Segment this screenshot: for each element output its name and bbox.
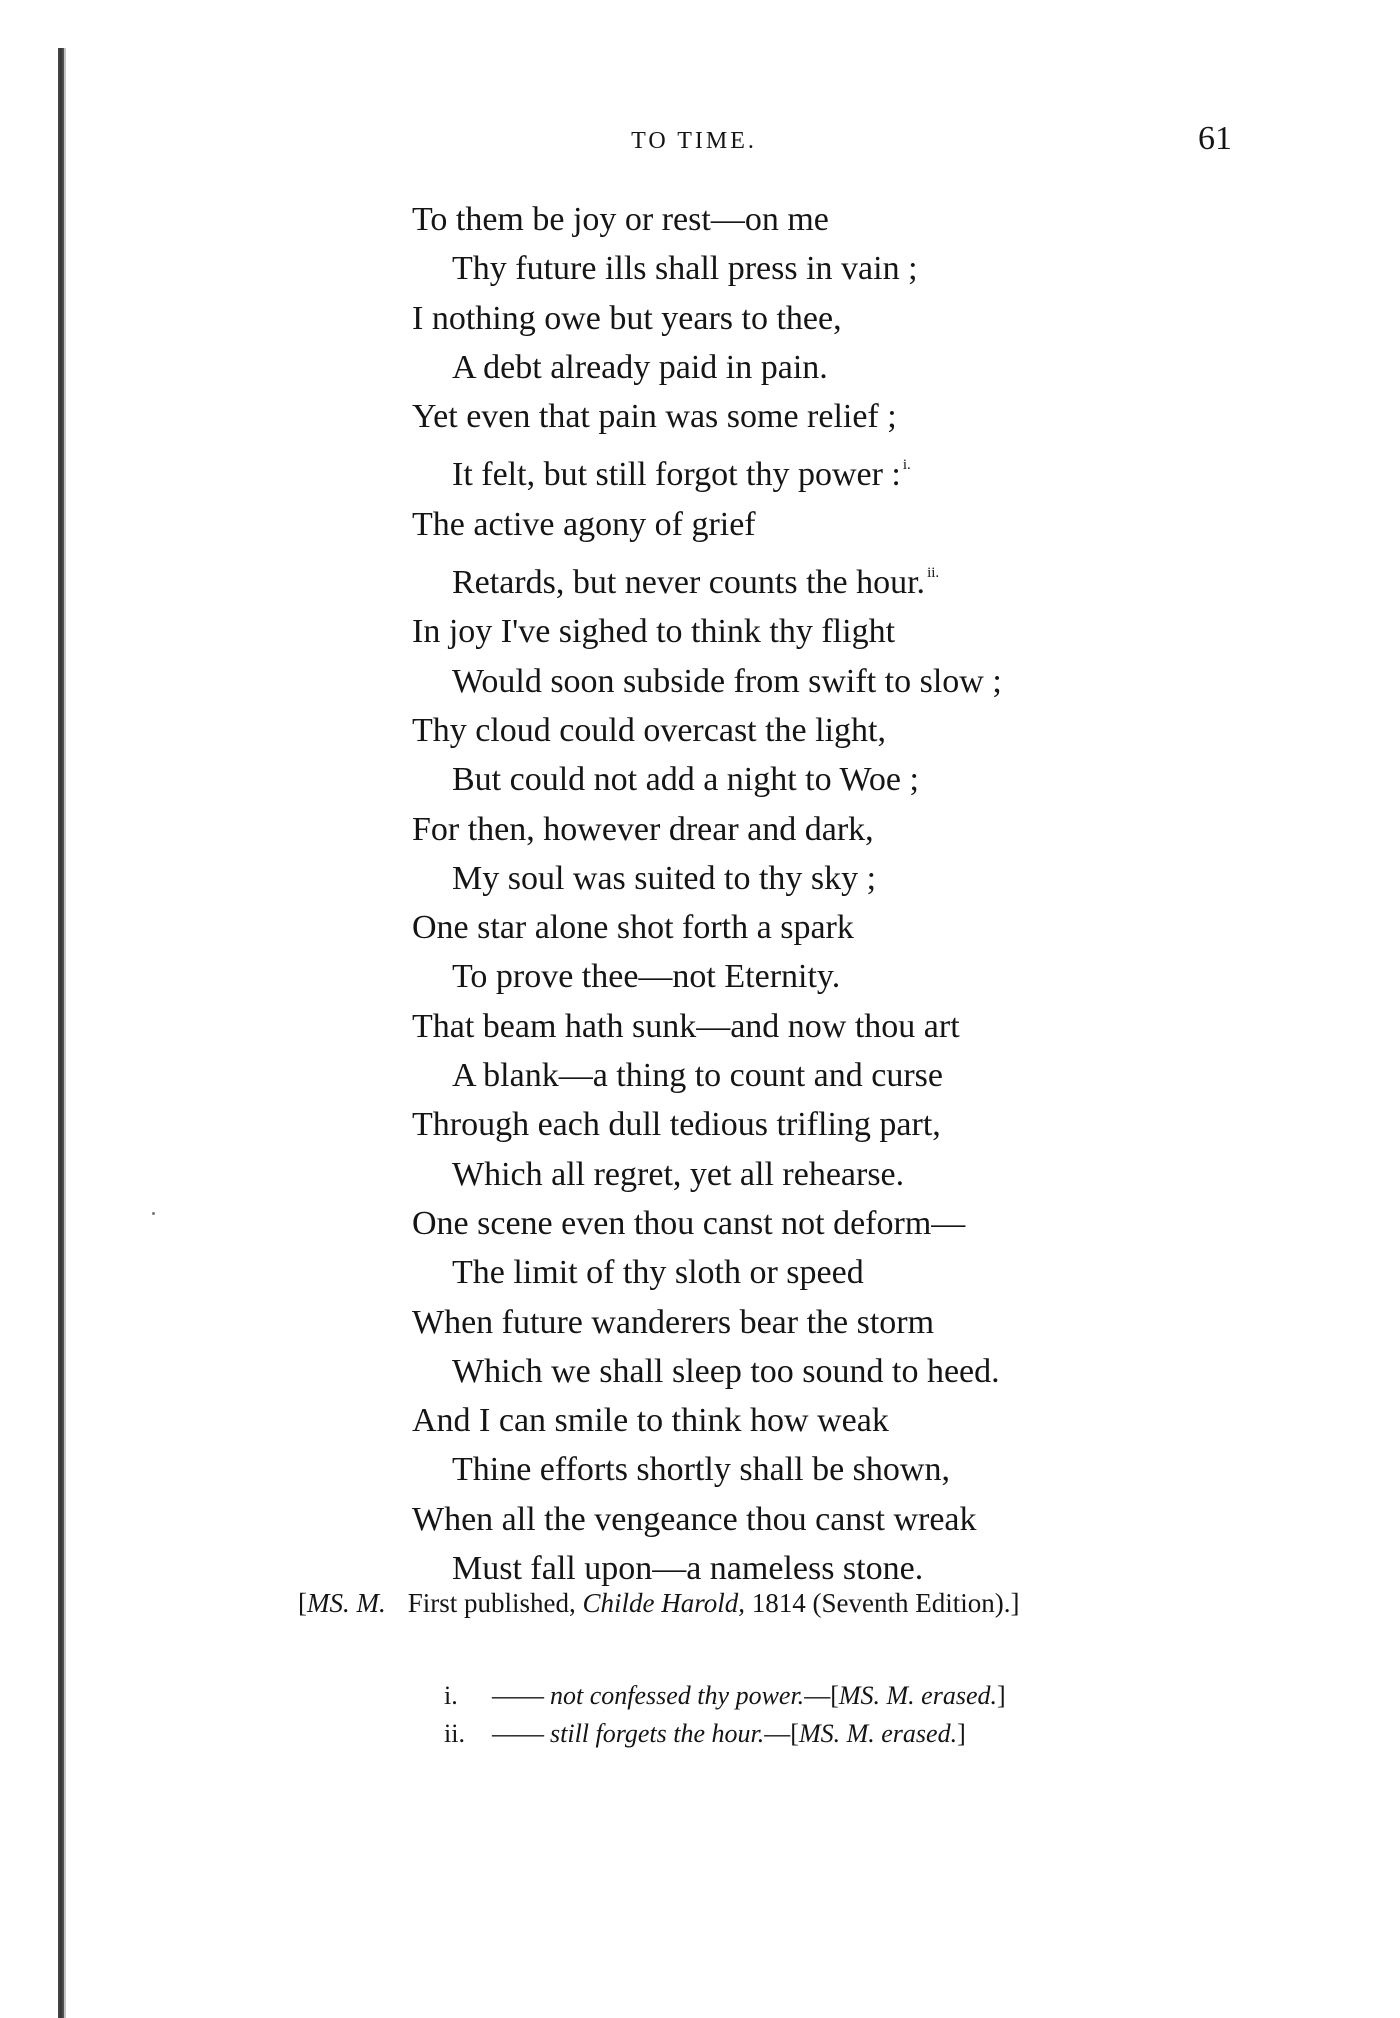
footnote-dash: ——: [492, 1681, 544, 1710]
footnote-ref-close: ]: [957, 1719, 966, 1748]
poem-line-text: Thy cloud could overcast the light,: [412, 711, 886, 749]
footnote-ref-close: ]: [997, 1681, 1006, 1710]
source-open-bracket: [: [298, 1588, 307, 1618]
source-note: [298, 1588, 1019, 1619]
poem-line: [412, 1298, 1312, 1347]
poem-line: [412, 1544, 1312, 1593]
poem-body: [412, 195, 1312, 1593]
poem-line-text: One scene even thou canst not deform—: [412, 1204, 966, 1242]
poem-line: [412, 1051, 1312, 1100]
footnote-marker: ii.: [927, 565, 940, 582]
work-title: Childe Harold,: [582, 1588, 746, 1618]
poem-line: [412, 195, 1312, 244]
poem-line: [412, 1100, 1312, 1149]
footnote-ref-open: —[: [764, 1719, 799, 1748]
poem-line: [412, 952, 1312, 1001]
poem-line-text: That beam hath sunk—and now thou art: [412, 1007, 960, 1045]
footnote-number: ii.: [444, 1719, 465, 1748]
year-edition: 1814 (Seventh Edition).]: [751, 1588, 1020, 1618]
footnote-ref-open: —[: [804, 1681, 839, 1710]
poem-line-text: Which all regret, yet all rehearse.: [452, 1155, 905, 1193]
manuscript-ref: MS. M.: [307, 1588, 386, 1618]
poem-line: [412, 392, 1312, 441]
footnote-ref: MS. M. erased.: [798, 1719, 958, 1748]
poem-line: [412, 1445, 1312, 1494]
footnote: [444, 1677, 1006, 1715]
poem-line-text: When all the vengeance thou canst wreak: [412, 1500, 977, 1538]
poem-line-text: The active agony of grief: [412, 505, 756, 543]
poem-line: [412, 706, 1312, 755]
poem-line-text: Through each dull tedious trifling part,: [412, 1106, 941, 1144]
footnote-variant: not confessed thy power.: [550, 1681, 805, 1710]
footnote-dash: ——: [492, 1719, 544, 1748]
poem-line-text: Which we shall sleep too sound to heed.: [452, 1352, 1000, 1390]
poem-line: [412, 1396, 1312, 1445]
poem-line-text: I nothing owe but years to thee,: [412, 299, 842, 337]
poem-line: [412, 500, 1312, 549]
poem-line: [412, 1150, 1312, 1199]
poem-line-text: Would soon subside from swift to slow ;: [452, 662, 1002, 700]
paper-speck: [152, 1212, 155, 1215]
poem-line: [412, 755, 1312, 804]
poem-line: [412, 294, 1312, 343]
poem-line-text: A blank—a thing to count and curse: [452, 1057, 944, 1095]
footnote-number: i.: [444, 1681, 458, 1710]
poem-line: [412, 1199, 1312, 1248]
poem-line: [412, 854, 1312, 903]
running-head: [0, 128, 1400, 155]
poem-line-text: For then, however drear and dark,: [412, 810, 874, 848]
running-title: TO TIME.: [631, 128, 757, 154]
poem-line-text: Thy future ills shall press in vain ;: [452, 250, 918, 288]
poem-line: [412, 244, 1312, 293]
poem-line-text: It felt, but still forgot thy power :: [452, 456, 901, 494]
poem-line-text: A debt already paid in pain.: [452, 348, 828, 386]
footnotes: [444, 1677, 1006, 1753]
poem-line-text: Yet even that pain was some relief ;: [412, 398, 897, 436]
poem-line: [412, 657, 1312, 706]
footnote-marker: i.: [902, 457, 911, 474]
poem-line: [412, 1002, 1312, 1051]
poem-line: [412, 1347, 1312, 1396]
binding-edge-shadow: [64, 48, 66, 2018]
poem-line: [412, 1495, 1312, 1544]
page-number: 61: [1198, 120, 1232, 157]
poem-line-text: When future wanderers bear the storm: [412, 1303, 935, 1341]
poem-line: [412, 441, 1312, 499]
poem-line: [412, 1248, 1312, 1297]
poem-line-text: Retards, but never counts the hour.: [452, 564, 926, 602]
poem-line-text: To them be joy or rest—on me: [412, 201, 829, 238]
poem-line: [412, 805, 1312, 854]
poem-line-text: To prove thee—not Eternity.: [452, 958, 841, 996]
footnote: [444, 1715, 1006, 1753]
poem-line-text: Must fall upon—a nameless stone.: [452, 1550, 924, 1588]
poem-line-text: The limit of thy sloth or speed: [452, 1254, 864, 1292]
poem-line-text: In joy I've sighed to think thy flight: [412, 613, 896, 651]
published-label: First published,: [407, 1588, 576, 1618]
poem-line-text: My soul was suited to thy sky ;: [452, 859, 877, 897]
poem-line-text: One star alone shot forth a spark: [412, 909, 854, 947]
poem-line-text: And I can smile to think how weak: [412, 1402, 889, 1440]
poem-line: [412, 343, 1312, 392]
poem-line-text: Thine efforts shortly shall be shown,: [452, 1451, 950, 1489]
poem-line-text: But could not add a night to Woe ;: [452, 761, 919, 799]
footnote-ref: MS. M. erased.: [838, 1681, 997, 1710]
footnote-variant: still forgets the hour.: [550, 1719, 765, 1748]
poem-line: [412, 549, 1312, 607]
poem-line: [412, 903, 1312, 952]
poem-line: [412, 607, 1312, 656]
